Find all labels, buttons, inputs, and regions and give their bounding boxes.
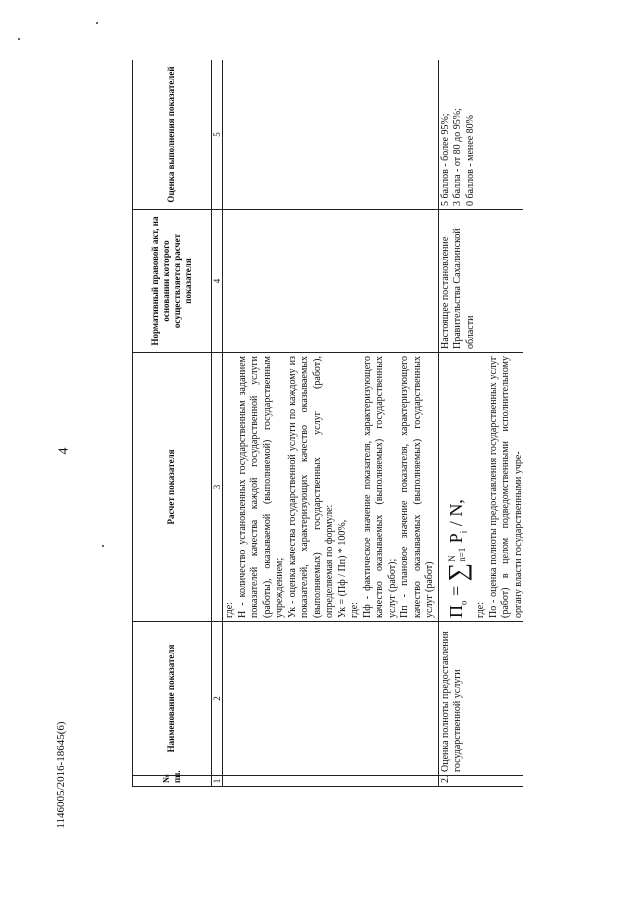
row1-name-cell [223, 622, 439, 776]
completeness-formula: $П_о = \sum N$ n=1 $P_i$ / N, [442, 499, 472, 618]
column-number: 5 [212, 60, 223, 210]
formula-lhs: П [445, 605, 466, 618]
row2-calc-cell [438, 353, 523, 622]
document-code: 1146005/2016-18645(6) [55, 721, 67, 829]
calc-line: где: [475, 602, 486, 618]
scan-speck [96, 22, 98, 24]
row1-calc-cell [223, 353, 439, 622]
column-number: 4 [212, 210, 223, 353]
page-number: 4 [56, 447, 72, 455]
sum-sign: ∑ [442, 562, 472, 582]
calc-line: Ук - оценка качества государственной услуги по каждому из показателей, характеризующих качество оказываемых (выполняемых) государственных услуг (работ), определяемая по формуле: [286, 356, 335, 618]
calc-line: Пп - плановое значение показателя, характеризующего качество оказываемых (выполняемых) государственных услуг (работ) [399, 356, 435, 618]
header-rating: Оценка выполнения показателей [133, 60, 212, 210]
row1-act-cell [223, 210, 439, 353]
indicator-table [132, 60, 523, 787]
calc-line: где: [349, 602, 360, 618]
column-number: 2 [212, 622, 223, 776]
column-number: 1 [212, 776, 223, 787]
row2-name: Оценка полноты предоставления государственной услуги [438, 622, 523, 776]
formula-rhs-sub: i [458, 530, 469, 534]
calc-line: Пф - фактическое значение показателя, характеризующего качество оказываемых (выполняемых) государственных услуг (работ); [361, 356, 398, 618]
row1-rating-cell [223, 60, 439, 210]
row1-num-cell [223, 776, 439, 787]
calc-line: По - оценка полноты предоставления государственных услуг (работ) в целом подведомственными исполнительному органу власти государственными учре- [487, 356, 523, 618]
calc-line: где: [224, 602, 235, 618]
column-number: 3 [212, 353, 223, 622]
calc-line: Ук = (Пф / Пп) * 100%, [336, 519, 348, 618]
header-calc: Расчет показателя [133, 353, 212, 622]
scan-speck [102, 545, 104, 547]
calc-line: Н - количество установленных государственным заданием показателей качества каждой государственной услуги (работы), оказываемой (выполняемой) государственным учреждением; [236, 356, 285, 618]
formula-lhs-sub: о [458, 600, 469, 605]
scan-speck [18, 38, 20, 40]
sum-upper: N [447, 555, 458, 562]
header-name: Наименование показателя [133, 622, 212, 776]
row2-act: Настоящее постановление Правительства Сахалинской области [438, 210, 523, 353]
rating-line: 3 балла - от 80 до 95%; [452, 108, 463, 206]
row2-rating-cell [438, 60, 523, 210]
rating-line: 5 баллов - более 95%; [439, 113, 451, 206]
formula-rhs: P [445, 533, 466, 544]
header-num: № пп. [133, 776, 212, 787]
formula-tail: / N, [445, 499, 466, 531]
sum-lower: n=1 [457, 547, 468, 562]
row2-num: 2. [438, 776, 523, 787]
sum-limits [447, 548, 467, 562]
rating-line: 0 баллов - менее 80% [464, 115, 476, 206]
header-act: Нормативный правовой акт, на основании которого осуществляется расчет показателя [133, 210, 212, 353]
